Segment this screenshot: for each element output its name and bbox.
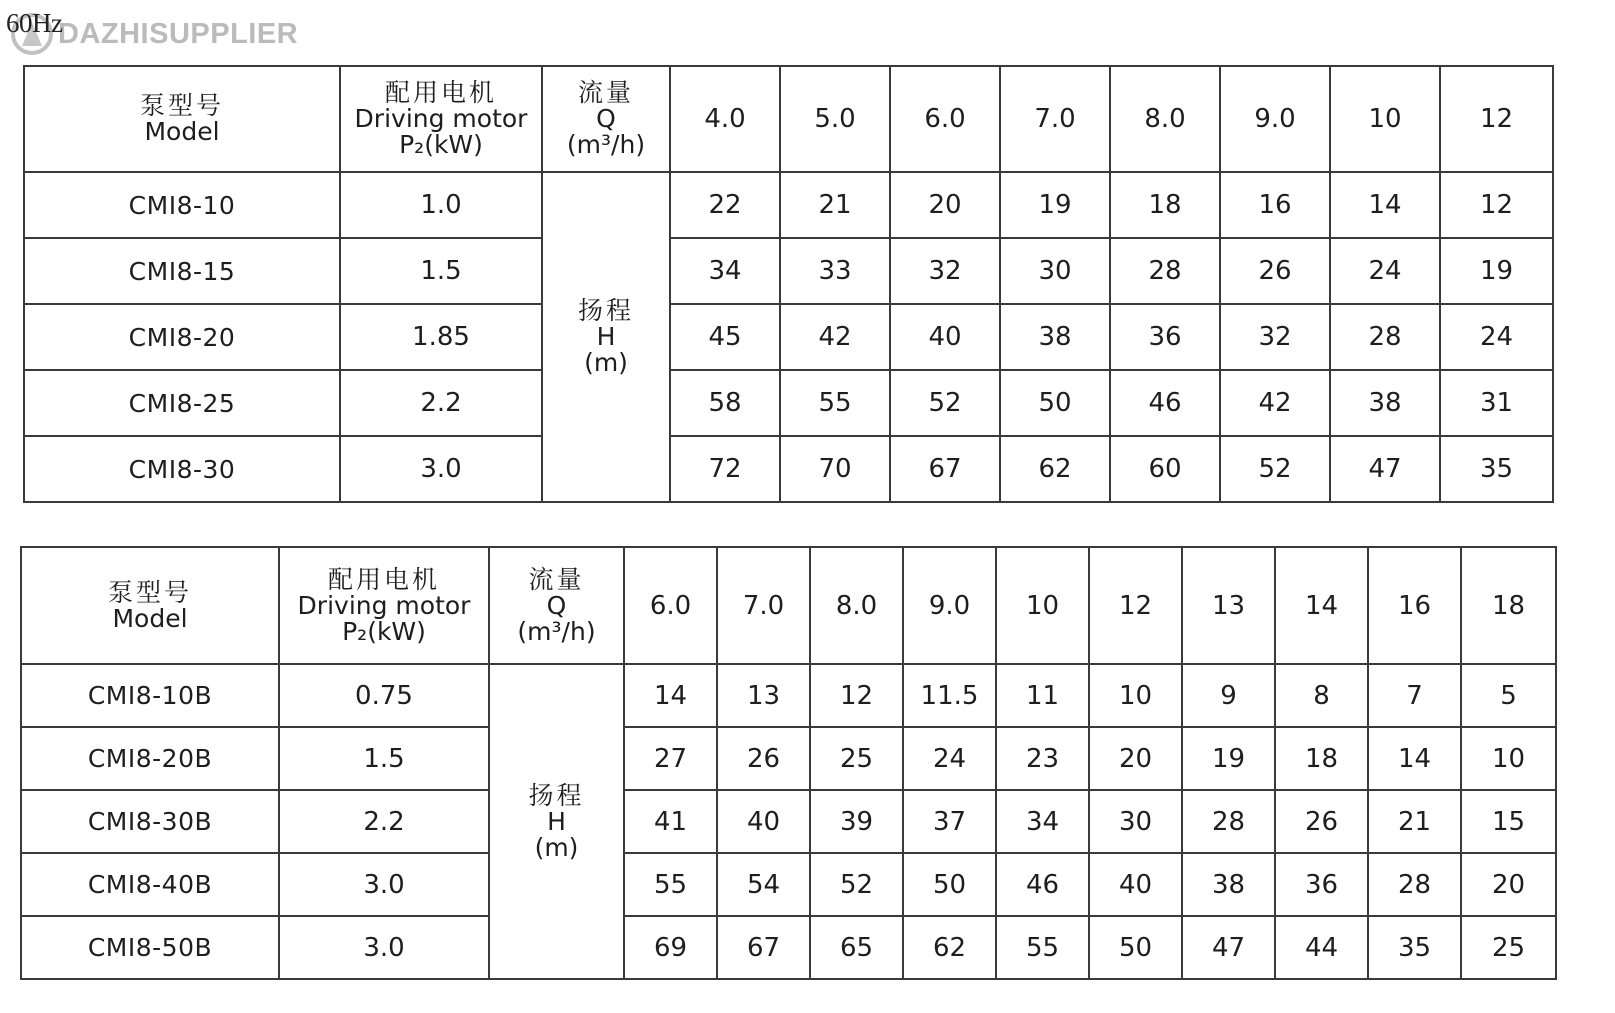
flow-header-unit: (m³/h) [566,130,646,159]
head-cell: 27 [624,727,717,790]
head-cell: 62 [903,916,996,979]
power-cell: 2.2 [340,370,542,436]
flow-header-zh: 流量 [577,78,634,107]
head-cell: 65 [810,916,903,979]
head-label-zh: 扬程 [577,296,634,325]
head-cell: 70 [780,436,890,502]
model-cell: CMI8-30B [21,790,279,853]
head-label-zh: 扬程 [528,780,585,810]
flow-value-header: 10 [1330,66,1440,172]
head-cell: 60 [1110,436,1220,502]
head-cell: 69 [624,916,717,979]
head-cell: 37 [903,790,996,853]
head-cell: 38 [1000,304,1110,370]
head-label-unit: (m) [584,348,628,377]
table-row [21,727,1556,790]
head-cell: 20 [1461,853,1556,916]
motor-header-zh: 配用电机 [327,564,440,594]
power-cell: 1.5 [340,238,542,304]
power-cell: 1.0 [340,172,542,238]
model-header [24,66,340,172]
head-cell: 46 [1110,370,1220,436]
head-cell: 23 [996,727,1089,790]
flow-value-header: 7.0 [1000,66,1110,172]
head-cell: 28 [1182,790,1275,853]
model-cell: CMI8-25 [24,370,340,436]
model-header-zh: 泵型号 [107,577,192,607]
head-cell: 10 [1089,664,1182,727]
table-row [24,304,1553,370]
motor-header-unit: P₂(kW) [399,130,483,159]
head-cell: 58 [670,370,780,436]
head-cell: 36 [1275,853,1368,916]
head-cell: 72 [670,436,780,502]
table-header-row [21,547,1556,664]
head-cell: 28 [1330,304,1440,370]
flow-header-symbol: Q [596,104,616,133]
power-cell: 3.0 [279,916,489,979]
head-cell: 46 [996,853,1089,916]
flow-header [542,66,670,172]
head-cell: 40 [1089,853,1182,916]
head-cell: 36 [1110,304,1220,370]
head-cell: 12 [810,664,903,727]
head-cell: 21 [780,172,890,238]
head-cell: 45 [670,304,780,370]
flow-value-header: 12 [1089,547,1182,664]
power-cell: 3.0 [279,853,489,916]
head-cell: 22 [670,172,780,238]
table-row [21,664,1556,727]
flow-header-zh: 流量 [528,564,585,594]
power-cell: 0.75 [279,664,489,727]
model-cell: CMI8-10B [21,664,279,727]
head-cell: 47 [1330,436,1440,502]
head-cell: 26 [717,727,810,790]
flow-value-header: 13 [1182,547,1275,664]
head-cell: 35 [1440,436,1553,502]
head-cell: 34 [996,790,1089,853]
model-cell: CMI8-30 [24,436,340,502]
power-cell: 3.0 [340,436,542,502]
head-label-unit: (m) [534,832,579,862]
power-cell: 1.5 [279,727,489,790]
head-cell: 30 [1089,790,1182,853]
table-row [21,916,1556,979]
head-cell: 5 [1461,664,1556,727]
head-label-symbol: H [596,322,616,351]
model-header [21,547,279,664]
head-cell: 35 [1368,916,1461,979]
head-cell: 50 [1089,916,1182,979]
head-cell: 42 [780,304,890,370]
head-cell: 38 [1330,370,1440,436]
head-cell: 33 [780,238,890,304]
motor-header-en: Driving motor [354,104,528,133]
head-cell: 41 [624,790,717,853]
head-cell: 52 [810,853,903,916]
head-label-symbol: H [547,806,566,836]
head-cell: 32 [1220,304,1330,370]
flow-header-unit: (m³/h) [517,616,596,646]
flow-value-header: 16 [1368,547,1461,664]
power-cell: 2.2 [279,790,489,853]
model-header-zh: 泵型号 [139,91,224,120]
table-row [24,172,1553,238]
model-cell: CMI8-10 [24,172,340,238]
motor-header-zh: 配用电机 [384,78,497,107]
motor-header [279,547,489,664]
flow-value-header: 4.0 [670,66,780,172]
head-cell: 40 [890,304,1000,370]
motor-header-unit: P₂(kW) [342,616,426,646]
head-cell: 39 [810,790,903,853]
head-label-cell [542,172,670,502]
head-cell: 19 [1440,238,1553,304]
head-cell: 31 [1440,370,1553,436]
head-cell: 47 [1182,916,1275,979]
flow-value-header: 5.0 [780,66,890,172]
flow-value-header: 6.0 [890,66,1000,172]
table-row [21,790,1556,853]
flow-value-header: 9.0 [1220,66,1330,172]
head-cell: 18 [1275,727,1368,790]
head-cell: 50 [903,853,996,916]
head-cell: 55 [996,916,1089,979]
head-cell: 44 [1275,916,1368,979]
table-row [24,436,1553,502]
head-cell: 25 [810,727,903,790]
head-cell: 52 [890,370,1000,436]
head-cell: 52 [1220,436,1330,502]
watermark-text: DAZHISUPPLIER [58,17,299,50]
flow-value-header: 7.0 [717,547,810,664]
frequency-label: 60Hz [6,8,63,38]
head-cell: 55 [624,853,717,916]
head-cell: 28 [1110,238,1220,304]
model-header-en: Model [112,603,188,633]
head-cell: 26 [1275,790,1368,853]
model-cell: CMI8-50B [21,916,279,979]
head-cell: 26 [1220,238,1330,304]
model-cell: CMI8-20B [21,727,279,790]
flow-value-header: 6.0 [624,547,717,664]
head-cell: 67 [717,916,810,979]
model-cell: CMI8-40B [21,853,279,916]
head-cell: 24 [1440,304,1553,370]
model-cell: CMI8-15 [24,238,340,304]
head-cell: 54 [717,853,810,916]
table-row [24,238,1553,304]
head-cell: 11.5 [903,664,996,727]
head-cell: 55 [780,370,890,436]
head-cell: 38 [1182,853,1275,916]
head-cell: 30 [1000,238,1110,304]
head-cell: 62 [1000,436,1110,502]
flow-header [489,547,624,664]
head-cell: 15 [1461,790,1556,853]
head-cell: 18 [1110,172,1220,238]
head-cell: 19 [1182,727,1275,790]
head-cell: 9 [1182,664,1275,727]
flow-value-header: 14 [1275,547,1368,664]
head-cell: 67 [890,436,1000,502]
head-cell: 11 [996,664,1089,727]
model-cell: CMI8-20 [24,304,340,370]
head-cell: 25 [1461,916,1556,979]
flow-header-symbol: Q [546,590,567,620]
power-cell: 1.85 [340,304,542,370]
head-cell: 40 [717,790,810,853]
head-cell: 28 [1368,853,1461,916]
head-cell: 34 [670,238,780,304]
head-cell: 19 [1000,172,1110,238]
head-cell: 42 [1220,370,1330,436]
head-cell: 24 [1330,238,1440,304]
head-cell: 14 [1368,727,1461,790]
head-label-cell [489,664,624,979]
head-cell: 10 [1461,727,1556,790]
head-cell: 20 [890,172,1000,238]
head-cell: 7 [1368,664,1461,727]
head-cell: 8 [1275,664,1368,727]
head-cell: 12 [1440,172,1553,238]
head-cell: 20 [1089,727,1182,790]
flow-value-header: 9.0 [903,547,996,664]
head-cell: 14 [1330,172,1440,238]
head-cell: 32 [890,238,1000,304]
head-cell: 24 [903,727,996,790]
model-header-en: Model [144,117,220,146]
head-cell: 16 [1220,172,1330,238]
flow-value-header: 8.0 [810,547,903,664]
flow-value-header: 12 [1440,66,1553,172]
flow-value-header: 18 [1461,547,1556,664]
head-cell: 14 [624,664,717,727]
motor-header-en: Driving motor [297,590,471,620]
table-row [24,370,1553,436]
head-cell: 21 [1368,790,1461,853]
motor-header [340,66,542,172]
table-header-row [24,66,1553,172]
head-cell: 13 [717,664,810,727]
head-cell: 50 [1000,370,1110,436]
performance-table-2 [20,546,1557,980]
flow-value-header: 10 [996,547,1089,664]
flow-value-header: 8.0 [1110,66,1220,172]
performance-table-1 [23,65,1554,503]
table-row [21,853,1556,916]
